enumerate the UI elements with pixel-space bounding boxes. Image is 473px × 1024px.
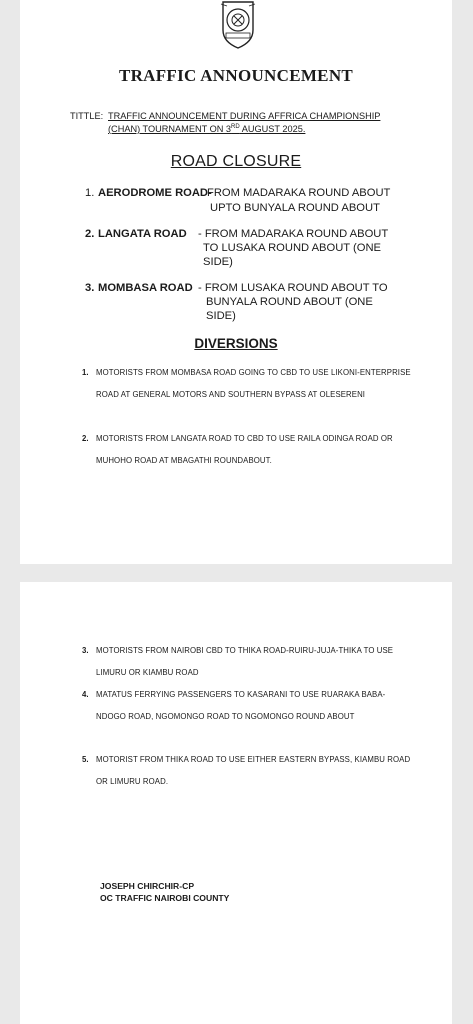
- closure-desc-line1: FROM MADARAKA ROUND ABOUT: [207, 187, 391, 199]
- diversion-text: MATATUS FERRYING PASSENGERS TO KASARANI TO USE RUARAKA BABA-NDOGO ROAD, NGOMONGO ROAD TO NGOMONGO ROUND ABOUT: [96, 690, 386, 721]
- diversion-number: 4.: [82, 690, 89, 699]
- closure-number: 2.: [85, 228, 95, 240]
- signatory-title: OC TRAFFIC NAIROBI COUNTY: [100, 893, 230, 903]
- diversion-number: 3.: [82, 646, 89, 655]
- diversion-number: 2.: [82, 434, 89, 443]
- diversion-item: [82, 640, 412, 684]
- subject-text: TRAFFIC ANNOUNCEMENT DURING AFFRICA CHAMPIONSHIP (CHAN) TOURNAMENT ON 3RD AUGUST 2025.: [108, 111, 381, 134]
- closure-desc-line2: UPTO BUNYALA ROUND ABOUT: [210, 202, 380, 214]
- road-closure-heading: ROAD CLOSURE: [170, 153, 302, 170]
- diversion-text: MOTORISTS FROM MOMBASA ROAD GOING TO CBD TO USE LIKONI-ENTERPRISE ROAD AT GENERAL MOTORS AND SOUTHERN BYPASS AT OLESERENI: [96, 368, 411, 399]
- closure-desc-line3: SIDE): [203, 256, 233, 268]
- closure-road: LANGATA ROAD: [98, 228, 187, 240]
- closure-desc-line1: - FROM MADARAKA ROUND ABOUT: [198, 228, 389, 240]
- diversion-item: [82, 362, 412, 428]
- document-page-2: [20, 582, 452, 1024]
- diversion-item: [82, 684, 412, 750]
- diversion-text: MOTORISTS FROM NAIROBI CBD TO THIKA ROAD-RUIRU-JUJA-THIKA TO USE LIMURU OR KIAMBU ROAD: [96, 646, 394, 677]
- police-crest-logo: [217, 0, 259, 52]
- closure-item: [85, 227, 425, 273]
- diversion-number: 5.: [82, 755, 89, 764]
- diversion-item: [82, 428, 412, 472]
- closure-desc-line3: SIDE): [206, 310, 236, 322]
- closure-road: MOMBASA ROAD: [98, 282, 193, 294]
- closure-desc-line1: - FROM LUSAKA ROUND ABOUT TO: [198, 282, 388, 294]
- diversion-text: MOTORISTS FROM LANGATA ROAD TO CBD TO USE RAILA ODINGA ROAD OR MUHOHO ROAD AT MBAGATHI ROUNDABOUT.: [96, 434, 393, 465]
- closure-desc-line2: BUNYALA ROUND ABOUT (ONE: [206, 296, 373, 308]
- diversion-number: 1.: [82, 368, 89, 377]
- closure-item: [85, 186, 425, 218]
- signatory-name: JOSEPH CHIRCHIR-CP: [100, 881, 195, 891]
- document-title: TRAFFIC ANNOUNCEMENT: [118, 66, 354, 85]
- closure-item: [85, 281, 425, 327]
- document-page-1: [20, 0, 452, 564]
- diversions-heading: DIVERSIONS: [194, 336, 278, 351]
- diversion-item: [82, 749, 412, 793]
- diversion-text: MOTORIST FROM THIKA ROAD TO USE EITHER EASTERN BYPASS, KIAMBU ROAD OR LIMURU ROAD.: [96, 755, 411, 786]
- closure-road: AERODROME ROAD-: [98, 187, 212, 199]
- subject-label: TITTLE:: [70, 111, 104, 121]
- closure-number: 3.: [85, 282, 95, 294]
- closure-desc-line2: TO LUSAKA ROUND ABOUT (ONE: [203, 242, 382, 254]
- closure-number: 1.: [85, 187, 95, 199]
